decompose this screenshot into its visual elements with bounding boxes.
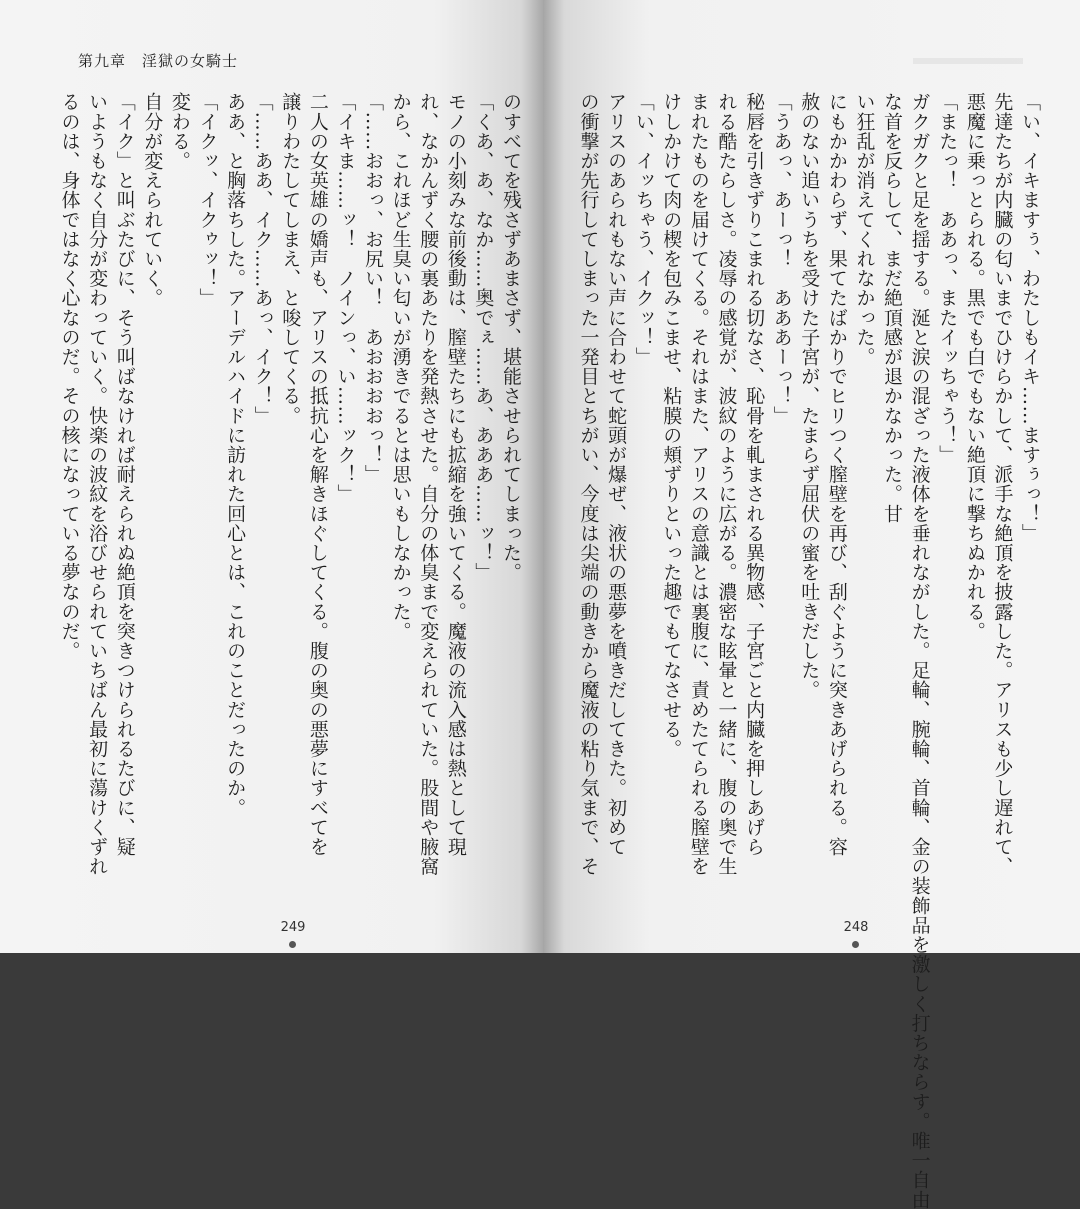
text-line: まれたものを届けてくる。それはまた、アリスの意識とは裏腹に、責めたてられる膣壁を xyxy=(687,92,710,876)
text-line: 自分が変えられていく。 xyxy=(141,92,164,308)
page-number-dot xyxy=(289,941,296,948)
text-line: のすべてを残さずあまさず、堪能させられてしまった。 xyxy=(500,92,522,582)
text-line: 譲りわたしてしまえ、と唆してくる。 xyxy=(279,92,302,426)
text-line: れる酷たらしさ。凌辱の感覚が、波紋のように広がる。濃密な眩暈と一緒に、腹の奥で生 xyxy=(715,92,738,876)
text-line: けしかけて肉の楔を包みこませ、粘膜の頬ずりといった趣でもてなさせる。 xyxy=(660,92,683,759)
text-line: アリスのあられもない声に合わせて蛇頭が爆ぜ、液状の悪夢を噴きだしてきた。初めて xyxy=(605,92,628,857)
text-line: いようもなく自分が変わっていく。快楽の波紋を浴びせられていちばん最初に蕩けくずれ xyxy=(86,92,109,876)
text-line: にもかかわらず、果てたばかりでヒリつく膣壁を再び、刮ぐように突きあげられる。容 xyxy=(825,92,848,857)
text-line: な首を反らして、まだ絶頂感が退かなかった。甘 xyxy=(881,92,904,524)
right-page xyxy=(543,0,1080,1209)
text-line: 「くあ、あ、なか……奥でぇ……あ、あああ……ッ！」 xyxy=(472,92,495,582)
text-line: 「……ああ、イク……あっ、イク！」 xyxy=(251,92,274,426)
text-line: 「またっ！ ああっ、またイッちゃう！」 xyxy=(936,92,959,465)
text-line: 変わる。 xyxy=(168,92,191,171)
show-through-mark xyxy=(913,58,1023,64)
text-line: 「うあっ、あーっ！ あああーっ！」 xyxy=(770,92,793,426)
text-line: から、これほど生臭い匂いが湧きでるとは思いもしなかった。 xyxy=(389,92,412,641)
text-line: 「……おおっ、お尻い！ あおおおおっ！」 xyxy=(362,92,385,484)
running-head: 第九章 淫獄の女騎士 xyxy=(78,52,239,70)
text-line: ああ、と胸落ちした。アーデルハイドに訪れた回心とは、これのことだったのか。 xyxy=(224,92,247,818)
text-line: モノの小刻みな前後動は、膣壁たちにも拡縮を強いてくる。魔液の流入感は熱として現 xyxy=(444,92,467,857)
text-line: 二人の女英雄の嬌声も、アリスの抵抗心を解きほぐしてくる。腹の奥の悪夢にすべてを xyxy=(306,92,329,857)
text-line: 先達たちが内臓の匂いまでひけらかして、派手な絶頂を披露した。アリスも少し遅れて、 xyxy=(991,92,1014,876)
page-number-dot xyxy=(852,941,859,948)
text-line: 「イク」と叫ぶたびに、そう叫ばなければ耐えられぬ絶頂を突きつけられるたびに、疑 xyxy=(113,92,136,857)
page-number: 249 xyxy=(280,920,306,935)
text-line: 「イクッ、イクゥッ！」 xyxy=(196,92,219,308)
text-line: ガクガクと足を揺する。涎と涙の混ざった液体を垂れながした。足輪、腕輪、首輪、金の装飾品を激しく打ちならす。唯一自由 xyxy=(908,92,931,1209)
text-line: の衝撃が先行してしまった一発目とちがい、今度は尖端の動きから魔液の粘り気まで、そ xyxy=(577,92,600,876)
text-line: 秘唇を引きずりこまれる切なさ、恥骨を軋まされる異物感、子宮ごと内臓を押しあげら xyxy=(743,92,766,857)
text-line: 「イキま……ッ！ ノインっ、い……ック！」 xyxy=(334,92,357,504)
text-line: れ、なかんずく腰の裏あたりを発熱させた。自分の体臭まで変えられていた。股間や腋窩 xyxy=(417,92,440,876)
text-line: 「い、イッちゃう、イクッ！」 xyxy=(632,92,655,367)
text-line: い狂乱が消えてくれなかった。 xyxy=(853,92,876,367)
left-page xyxy=(0,0,543,953)
text-line: 「い、イキますぅ、わたしもイキ……ますぅっ！」 xyxy=(1019,92,1041,543)
text-line: 悪魔に乗っとられる。黒でも白でもない絶頂に撃ちぬかれる。 xyxy=(963,92,986,641)
text-line: 赦のない追いうちを受けた子宮が、たまらず屈伏の蜜を吐きだした。 xyxy=(798,92,821,700)
text-line: るのは、身体ではなく心なのだ。その核になっている夢なのだ。 xyxy=(58,92,81,661)
page-number: 248 xyxy=(843,920,869,935)
left-text-block xyxy=(58,92,524,876)
